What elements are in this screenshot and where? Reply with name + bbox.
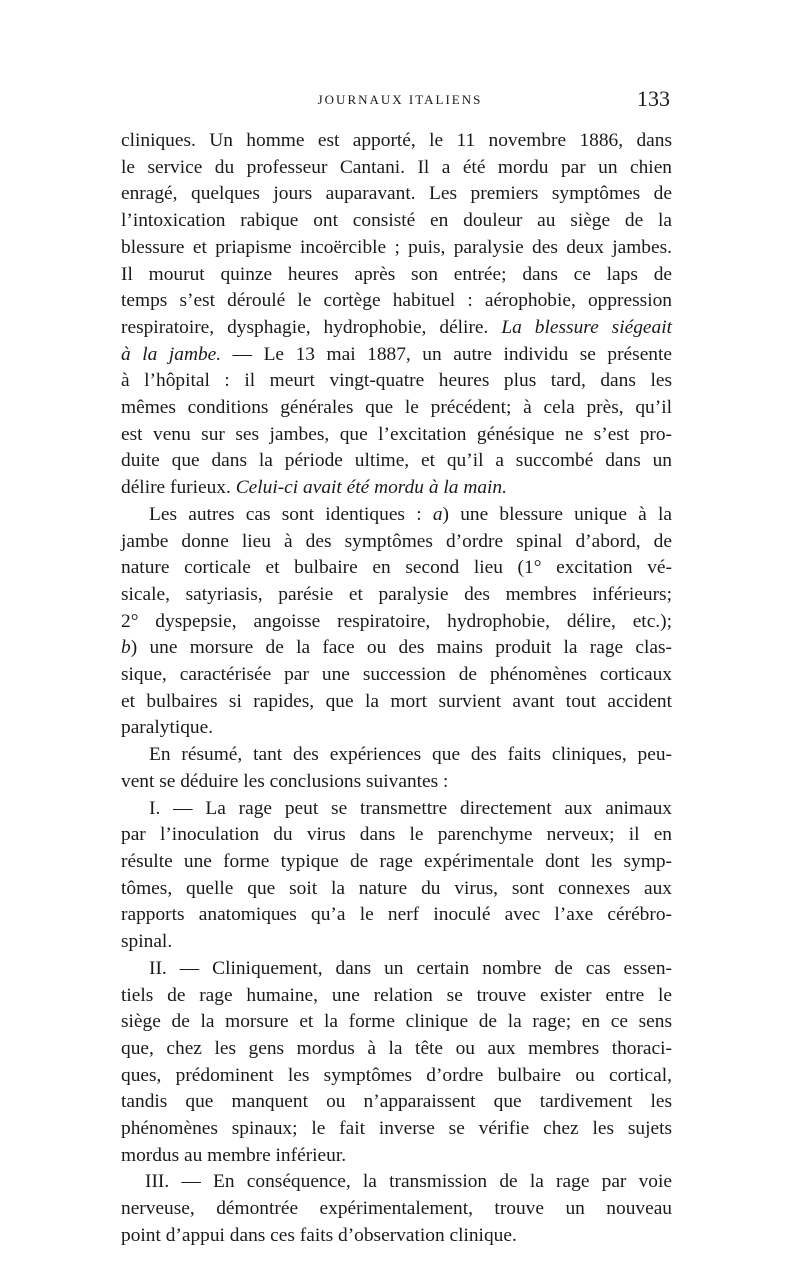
text-line: résulte une forme typique de rage expérimentale dont les symp- (121, 850, 672, 872)
text-line: Il mourut quinze heures après son entrée; dans ce laps de (121, 263, 672, 285)
list-marker: b (121, 637, 131, 659)
text-line: I. — La rage peut se transmettre directement aux animaux (149, 797, 672, 819)
text-line: rapports anatomiques qu’a le nerf inoculé avec l’axe cérébro- (121, 904, 672, 926)
text-line: enragé, quelques jours auparavant. Les premiers symptômes de (121, 183, 672, 205)
text-fragment: une morsure de la face ou des mains produit la rage clas- (149, 637, 672, 659)
text-line: ques, prédominent les symptômes d’ordre bulbaire ou cortical, (121, 1064, 672, 1086)
text-line (121, 315, 672, 342)
text-fragment: Les autres cas sont identiques : (149, 503, 422, 525)
text-line: point d’appui dans ces faits d’observation clinique. (121, 1224, 517, 1246)
text-line: En résumé, tant des expériences que des faits cliniques, peu- (149, 744, 672, 766)
text-fragment: ) (130, 637, 138, 659)
text-line: tandis que manquent ou n’apparaissent que tardivement les (121, 1091, 672, 1113)
text-line: tômes, quelle que soit la nature du virus, sont connexes aux (121, 877, 672, 899)
text-line: à l’hôpital : il meurt vingt-quatre heures plus tard, dans les (121, 370, 672, 392)
list-marker: a (432, 503, 443, 525)
text-line: que, chez les gens mordus à la tête ou aux membres thoraci- (121, 1037, 672, 1059)
text-line: siège de la morsure et la forme clinique de la rage; en ce sens (121, 1011, 672, 1033)
text-line (121, 635, 672, 662)
text-line: nature corticale et bulbaire en second lieu (1° excitation vé- (121, 557, 672, 579)
text-line: sicale, satyriasis, parésie et paralysie des membres inférieurs; (121, 583, 672, 605)
text-line: mordus au membre inférieur. (121, 1144, 347, 1166)
text-fragment: respiratoire, dysphagie, hydrophobie, délire. (121, 316, 489, 338)
text-line: est venu sur ses jambes, que l’excitation génésique ne s’est pro- (121, 423, 672, 445)
text-line: duite que dans la période ultime, et qu’il a succombé dans un (121, 450, 672, 472)
page-number: 133 (637, 86, 670, 111)
text-line: 2° dyspepsie, angoisse respiratoire, hydrophobie, délire, etc.); (121, 610, 672, 632)
text-line (121, 342, 672, 369)
text-fragment: ) une blessure unique à la (442, 503, 672, 525)
italic-phrase: à la jambe. (121, 343, 222, 365)
text-line: nerveuse, démontrée expérimentalement, trouve un nouveau (121, 1198, 672, 1220)
text-line: spinal. (121, 931, 173, 953)
italic-phrase: Celui-ci avait été mordu à la main. (235, 477, 507, 499)
text-fragment: — Le 13 mai 1887, un autre individu se présente (232, 343, 672, 365)
text-line: III. — En conséquence, la transmission de la rage par voie (145, 1171, 672, 1193)
text-line: temps s’est déroulé le cortège habituel : aérophobie, oppression (121, 290, 672, 312)
running-head: JOURNAUX ITALIENS (317, 92, 483, 107)
body-text (121, 128, 672, 1250)
text-line: vent se déduire les conclusions suivantes : (121, 770, 449, 792)
text-line (121, 502, 672, 529)
italic-phrase: La blessure siégeait (501, 316, 672, 338)
text-line: par l’inoculation du virus dans le parenchyme nerveux; il en (121, 824, 672, 846)
text-line: paralytique. (121, 717, 214, 739)
text-fragment: délire furieux. (121, 477, 231, 499)
page-header (130, 86, 670, 116)
text-line: l’intoxication rabique ont consisté en douleur au siège de la (121, 210, 672, 232)
text-line: et bulbaires si rapides, que la mort survient avant tout accident (121, 690, 672, 712)
text-line: tiels de rage humaine, une relation se trouve exister entre le (121, 984, 672, 1006)
text-line: jambe donne lieu à des symptômes d’ordre spinal d’abord, de (121, 530, 672, 552)
text-line: mêmes conditions générales que le précédent; à cela près, qu’il (121, 397, 672, 419)
text-line: sique, caractérisée par une succession de phénomènes corticaux (121, 664, 672, 686)
text-line: blessure et priapisme incoërcible ; puis, paralysie des deux jambes. (121, 236, 672, 258)
text-line: le service du professeur Cantani. Il a été mordu par un chien (121, 156, 672, 178)
text-line: cliniques. Un homme est apporté, le 11 novembre 1886, dans (121, 130, 672, 151)
text-line: phénomènes spinaux; le fait inverse se vérifie chez les sujets (121, 1118, 672, 1140)
text-line (121, 475, 672, 502)
text-line: II. — Cliniquement, dans un certain nombre de cas essen- (149, 957, 672, 979)
